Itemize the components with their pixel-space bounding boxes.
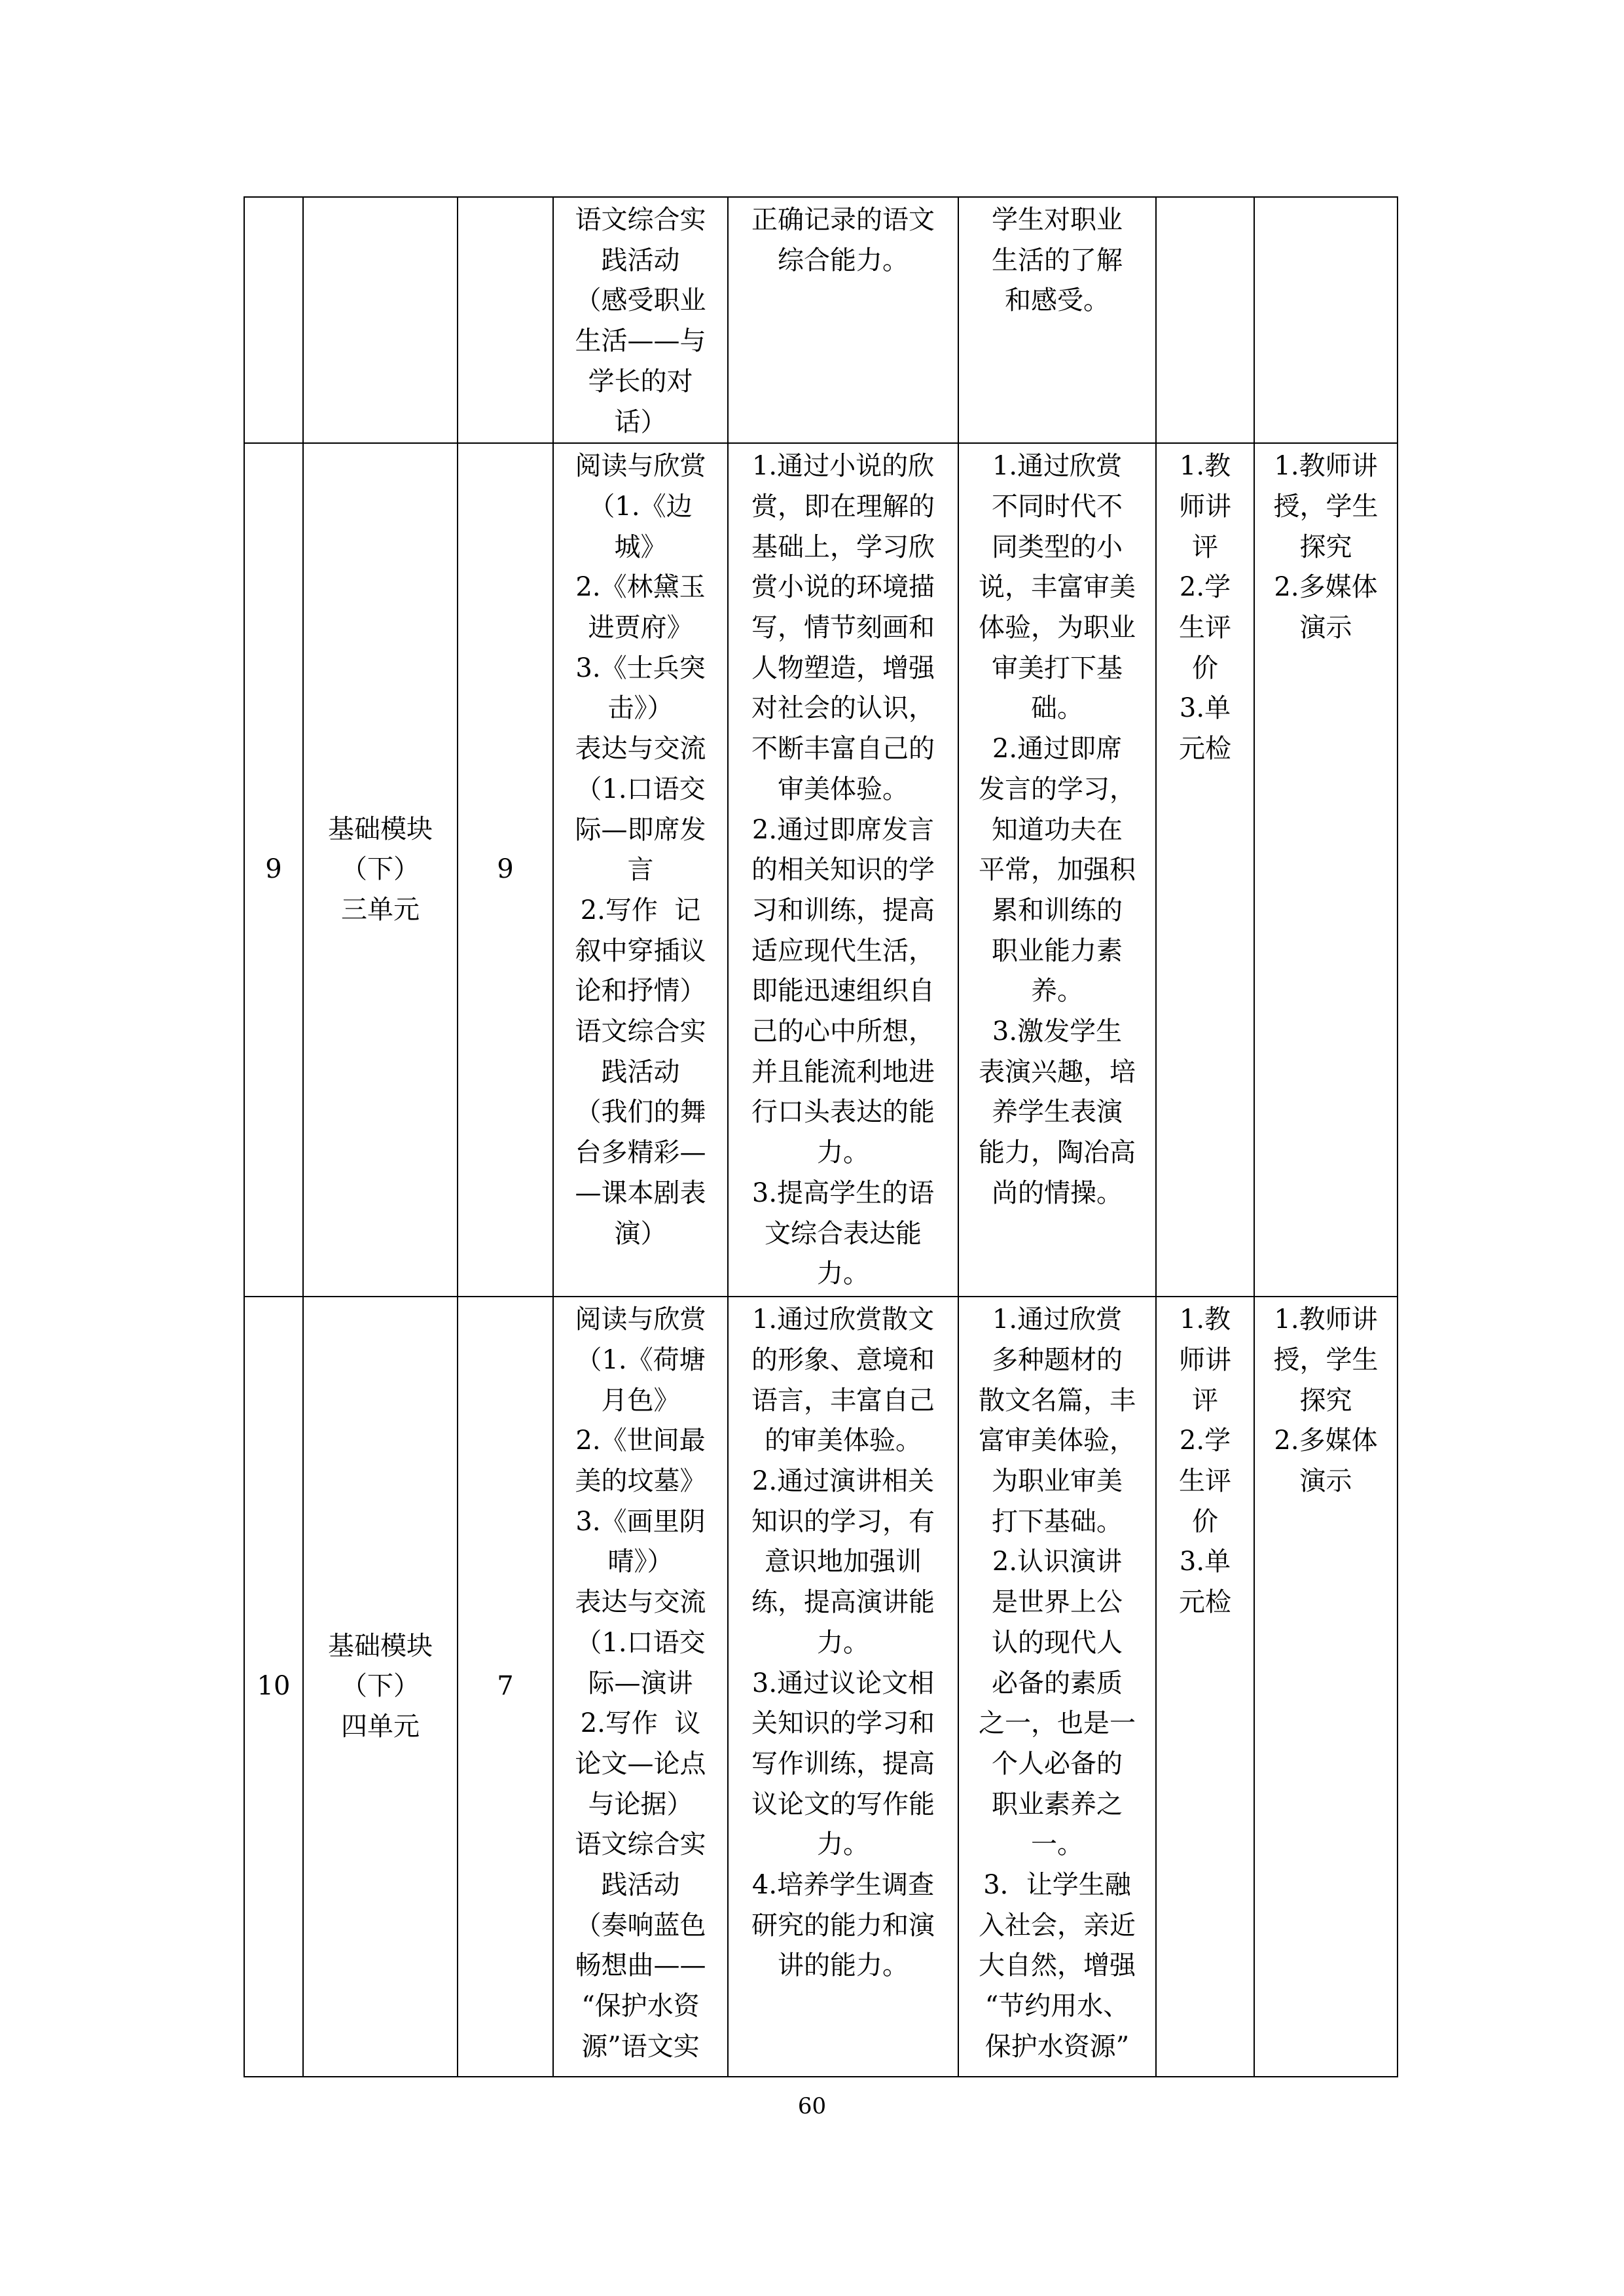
evaluation-cell — [1156, 197, 1254, 443]
table-row — [244, 197, 1398, 443]
evaluation-cell: 1.教 师讲 评 2.学 生评 价 3.单 元检 — [1156, 1297, 1254, 2077]
hours-cell: 7 — [458, 1297, 553, 2077]
curriculum-table — [244, 196, 1398, 2077]
literacy-cell: 1.通过欣赏 多种题材的 散文名篇，丰 富审美体验， 为职业审美 打下基础。 2.认识演讲 是世界上公 认的现代人 必备的素质 之一，也是一 个人必备的 职业素养之 一。 3．让学生融 入社会，亲近 大自然，增强 “节约用水、 保护水资源” — [958, 1297, 1156, 2077]
literacy-cell: 1.通过欣赏 不同时代不 同类型的小 说，丰富审美 体验，为职业 审美打下基 础。 2.通过即席 发言的学习， 知道功夫在 平常，加强积 累和训练的 职业能力素 养。 3.激发学生 表演兴趣，培 养学生表演 能力，陶冶高 尚的情操。 — [958, 443, 1156, 1297]
evaluation-cell: 1.教 师讲 评 2.学 生评 价 3.单 元检 — [1156, 443, 1254, 1297]
module-cell: 基础模块 （下） 四单元 — [303, 1297, 458, 2077]
module-cell — [303, 197, 458, 443]
method-cell: 1.教师讲 授，学生 探究 2.多媒体 演示 — [1254, 1297, 1398, 2077]
row-number-cell — [244, 197, 303, 443]
row-number-cell: 10 — [244, 1297, 303, 2077]
content-cell: 语文综合实 践活动 （感受职业 生活——与 学长的对 话） — [553, 197, 728, 443]
table-row — [244, 1297, 1398, 2077]
goal-cell: 1.通过欣赏散文 的形象、意境和 语言，丰富自己 的审美体验。 2.通过演讲相关 知识的学习，有 意识地加强训 练，提高演讲能 力。 3.通过议论文相 关知识的学习和 写作训练，提高 议论文的写作能 力。 4.培养学生调查 研究的能力和演 讲的能力。 — [728, 1297, 958, 2077]
table-row — [244, 443, 1398, 1297]
hours-cell: 9 — [458, 443, 553, 1297]
content-cell: 阅读与欣赏 （1.《荷塘 月色》 2.《世间最 美的坟墓》 3.《画里阴 晴》） 表达与交流 （1.口语交 际—演讲 2.写作 议 论文—论点 与论据） 语文综合实 践活动 （奏响蓝色 畅想曲—— “保护水资 源”语文实 — [553, 1297, 728, 2077]
page-number: 60 — [797, 2093, 827, 2119]
goal-cell: 正确记录的语文 综合能力。 — [728, 197, 958, 443]
method-cell — [1254, 197, 1398, 443]
content-cell: 阅读与欣赏 （1.《边城》 2.《林黛玉 进贾府》 3.《士兵突 击》） 表达与交流 （1.口语交 际—即席发 言 2.写作 记 叙中穿插议 论和抒情） 语文综合实 践活动 （我们的舞 台多精彩— —课本剧表 演） — [553, 443, 728, 1297]
module-cell: 基础模块 （下） 三单元 — [303, 443, 458, 1297]
row-number-cell: 9 — [244, 443, 303, 1297]
literacy-cell: 学生对职业 生活的了解 和感受。 — [958, 197, 1156, 443]
method-cell: 1.教师讲 授，学生 探究 2.多媒体 演示 — [1254, 443, 1398, 1297]
hours-cell — [458, 197, 553, 443]
goal-cell: 1.通过小说的欣 赏，即在理解的 基础上，学习欣 赏小说的环境描 写，情节刻画和 人物塑造，增强 对社会的认识， 不断丰富自己的 审美体验。 2.通过即席发言 的相关知识的学 习和训练，提高 适应现代生活， 即能迅速组织自 己的心中所想， 并且能流利地进 行口头表达的能 力。 3.提高学生的语 文综合表达能 力。 — [728, 443, 958, 1297]
